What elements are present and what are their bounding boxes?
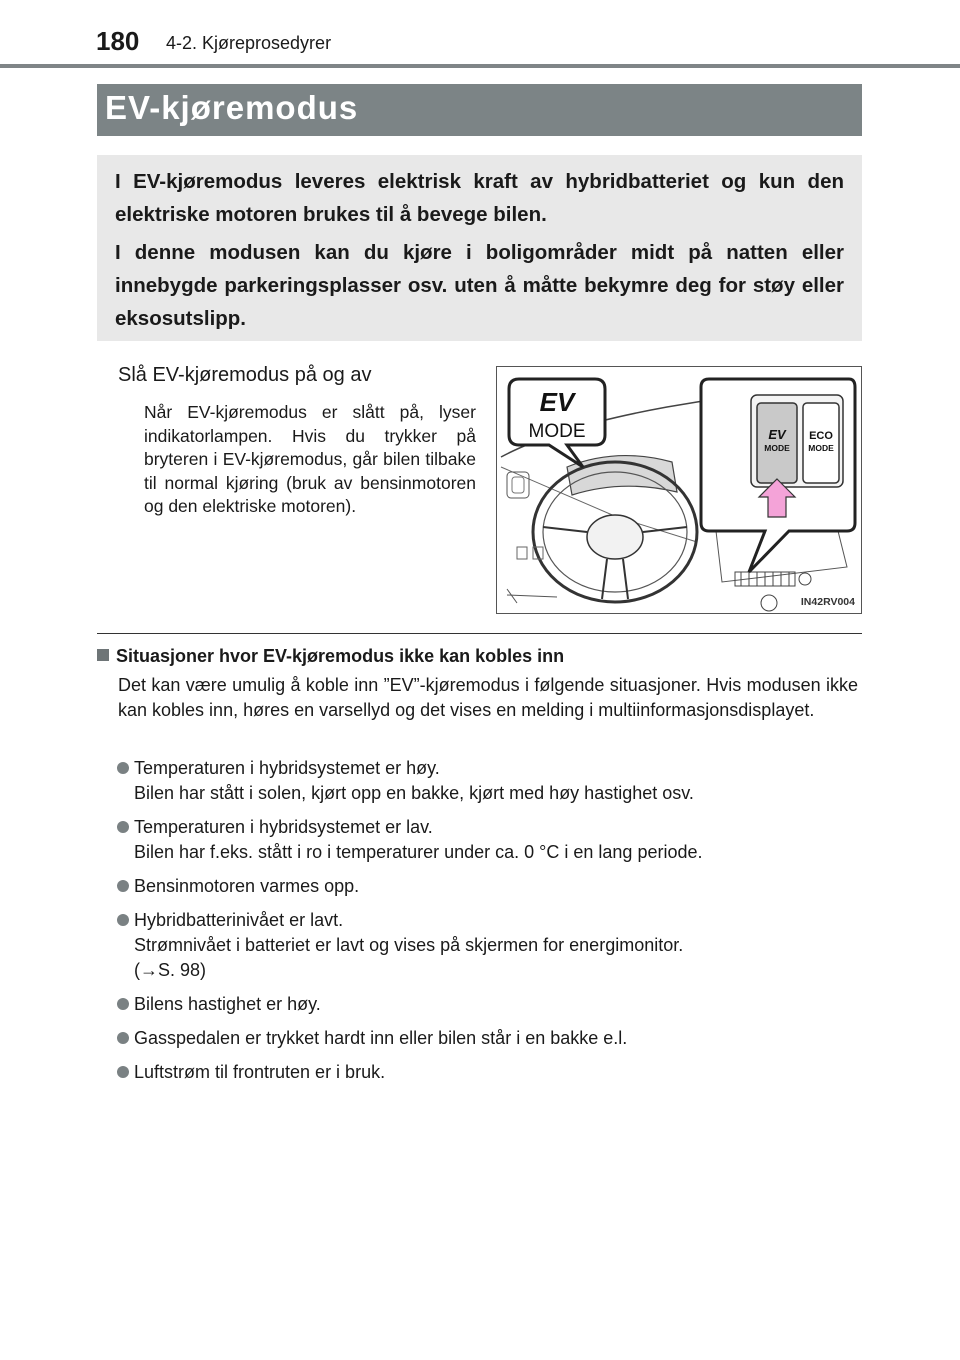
indicator-ev-text: EV	[539, 387, 575, 417]
item-line: Bilen har f.eks. stått i ro i temperaturer under ca. 0 °C i en lang periode.	[134, 842, 703, 862]
intro-box	[97, 155, 862, 341]
list-item	[96, 1026, 862, 1051]
button-eco-text: ECO	[809, 430, 833, 442]
item-line: Gasspedalen er trykket hardt inn eller bilen står i en bakke e.l.	[134, 1028, 628, 1048]
item-line: Bilen har stått i solen, kjørt opp en bakke, kjørt med høy hastighet osv.	[134, 783, 694, 803]
list-item	[96, 1060, 862, 1085]
button-eco-mode-text: MODE	[808, 443, 834, 453]
list-item	[96, 992, 862, 1017]
page-title: EV-kjøremodus	[105, 89, 359, 126]
item-line: Temperaturen i hybridsystemet er lav.	[134, 817, 433, 837]
item-line: Luftstrøm til frontruten er i bruk.	[134, 1062, 386, 1082]
item-line: Strømnivået i batteriet er lavt og vises på skjermen for energimonitor.	[134, 935, 684, 955]
item-line: Bensinmotoren varmes opp.	[134, 876, 360, 896]
bullet-icon	[117, 998, 129, 1010]
conditions-title	[97, 646, 564, 667]
intro-paragraph: I denne modusen kan du kjøre i boligområder midt på natten eller innebygde parkeringsplasser osv. uten å måtte bekymre deg for støy eller eksosutslipp.	[115, 241, 844, 330]
bullet-icon	[117, 1032, 129, 1044]
item-line: Temperaturen i hybridsystemet er høy.	[134, 758, 440, 778]
toggle-description: Når EV-kjøremodus er slått på, lyser indikatorlampen. Hvis du trykker på bryteren i EV-kjøremodus, går bilen tilbake til normal kjøring (bruk av bensinmotoren og den elektriske motoren).	[144, 402, 476, 516]
header-rule	[0, 64, 960, 68]
title-bar	[97, 84, 862, 136]
bullet-icon	[117, 1066, 129, 1078]
section-label: 4-2. Kjøreprosedyrer	[166, 33, 332, 53]
button-ev-mode-text: MODE	[764, 443, 790, 453]
item-line: Bilens hastighet er høy.	[134, 994, 321, 1014]
figure-code: IN42RV004	[800, 596, 855, 608]
toggle-heading: Slå EV-kjøremodus på og av	[118, 364, 372, 386]
list-item	[96, 815, 862, 865]
bullet-icon	[117, 914, 129, 926]
list-item	[96, 908, 862, 983]
section-divider	[97, 633, 862, 634]
page-reference-link[interactable]: (→S. 98)	[134, 960, 207, 980]
button-ev-text: EV	[768, 427, 786, 442]
item-line: Hybridbatterinivået er lavt.	[134, 910, 344, 930]
bullet-icon	[117, 880, 129, 892]
conditions-title-text: Situasjoner hvor EV-kjøremodus ikke kan kobles inn	[116, 646, 565, 666]
bullet-icon	[117, 821, 129, 833]
bullet-icon	[117, 762, 129, 774]
indicator-mode-text: MODE	[528, 421, 586, 442]
dashboard-illustration	[496, 366, 862, 614]
list-item	[96, 756, 862, 806]
conditions-list	[96, 756, 862, 1094]
list-item	[96, 874, 862, 899]
intro-paragraph: I EV-kjøremodus leveres elektrisk kraft av hybridbatteriet og kun den elektriske motoren brukes til å bevege bilen.	[115, 170, 844, 226]
square-bullet-icon	[97, 649, 109, 661]
conditions-intro: Det kan være umulig å koble inn ”EV”-kjøremodus i følgende situasjoner. Hvis modusen ikke kan kobles inn, høres en varsellyd og det vises en melding i multiinformasjonsdisplayet.	[118, 675, 858, 720]
page-number: 180	[96, 26, 140, 56]
dashboard-drawing	[497, 367, 862, 614]
